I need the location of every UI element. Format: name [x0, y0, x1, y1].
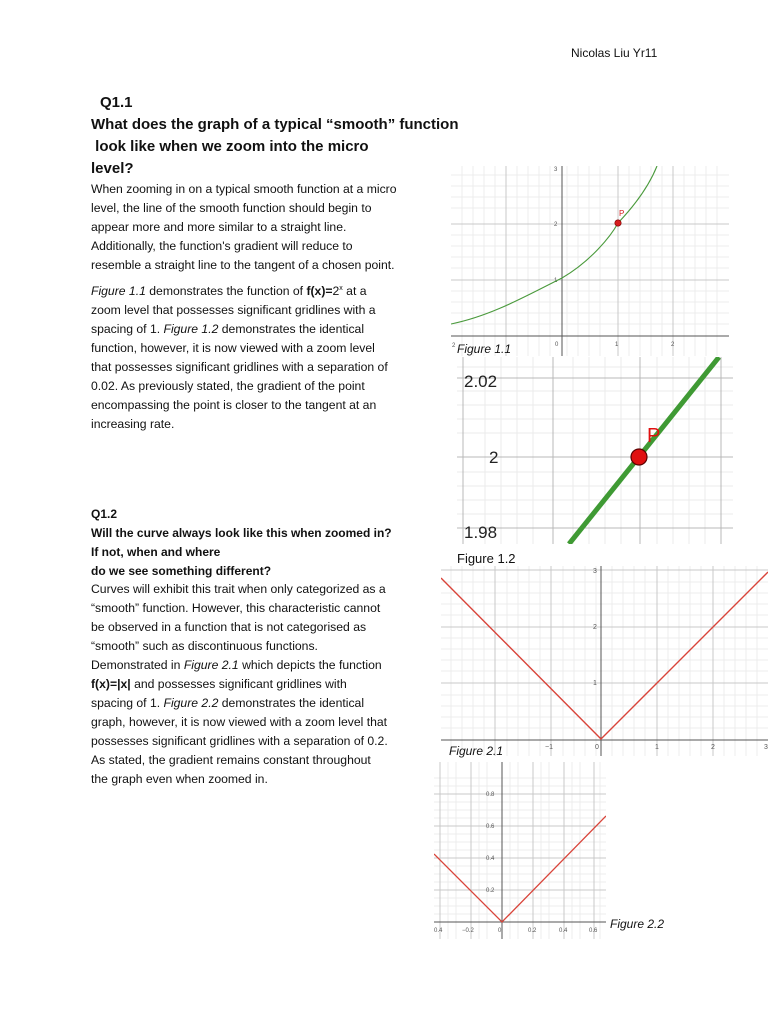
- text-span: demonstrates the function of: [145, 284, 307, 299]
- point-p: [631, 449, 647, 465]
- tick-label: −0.2: [462, 928, 474, 934]
- function-exponent: x: [339, 285, 343, 292]
- tick-label: 0.4: [434, 928, 443, 934]
- text-line: [91, 656, 441, 675]
- title-line: What does the graph of a typical “smooth” function: [91, 116, 459, 133]
- text-line: [91, 675, 441, 694]
- point-p-label: P: [619, 209, 625, 218]
- figure-1-1: [451, 166, 729, 356]
- function-base: 2: [332, 284, 340, 299]
- text-line: resemble a straight line to the tangent of a chosen point.: [91, 258, 395, 272]
- figure-2-1-caption: Figure 2.1: [449, 744, 504, 758]
- function-expression: f(x)=: [306, 284, 333, 299]
- question-1-1-title: [91, 114, 459, 180]
- text-span: demonstrates the identical: [218, 322, 365, 337]
- figure-2-1-graph: [441, 566, 768, 756]
- text-line: appear more and more similar to a straight line.: [91, 220, 347, 234]
- tick-label: 2: [452, 343, 456, 349]
- tick-label: 2: [671, 342, 675, 348]
- text-span: spacing of 1.: [91, 696, 164, 710]
- text-span: which depicts the function: [238, 658, 382, 672]
- figure-1-1-graph: [451, 166, 729, 356]
- function-abs: |x|: [117, 677, 131, 691]
- text-line: [91, 320, 441, 339]
- figure-1-1-caption: Figure 1.1: [457, 342, 512, 356]
- text-line: 0.02. As previously stated, the gradient of the point: [91, 379, 365, 394]
- tick-label: 0: [555, 342, 559, 348]
- author-name: Nicolas Liu Yr11: [571, 46, 658, 60]
- title-line: look like when we zoom into the micro: [91, 138, 369, 155]
- tick-label: 1: [554, 278, 558, 284]
- tick-label: 0.6: [486, 824, 495, 830]
- text-line: encompassing the point is closer to the tangent at an: [91, 398, 377, 413]
- text-line: zoom level that possesses significant gridlines with a: [91, 303, 376, 318]
- text-line: graph, however, it is now viewed with a zoom level that: [91, 715, 388, 729]
- text-line: As stated, the gradient remains constant throughout: [91, 753, 371, 767]
- text-line: be observed in a function that is not categorised as: [91, 620, 367, 634]
- q11-paragraph-1: [91, 180, 441, 275]
- figure-2-1: [441, 566, 768, 756]
- text-line: possesses significant gridlines with a separation of 0.2.: [91, 734, 388, 748]
- curve-2-power-x: [451, 166, 657, 324]
- tick-label: 0.6: [589, 928, 598, 934]
- tick-label: 3: [554, 167, 558, 173]
- text-line: level, the line of the smooth function should begin to: [91, 201, 372, 215]
- tick-label: 1: [615, 342, 619, 348]
- abs-function-line: [441, 572, 768, 739]
- tick-label: 3: [593, 568, 597, 575]
- question-1-1-id: Q1.1: [100, 94, 133, 111]
- figure-reference: Figure 2.2: [163, 696, 219, 710]
- tick-label: 1: [593, 680, 597, 687]
- point-p-label: P: [647, 425, 661, 447]
- figure-reference: Figure 1.2: [163, 322, 219, 337]
- figure-reference: Figure 1.1: [91, 284, 146, 299]
- tick-label: 2: [593, 624, 597, 631]
- text-line: “smooth” such as discontinuous functions.: [91, 639, 318, 653]
- tick-label: 0.4: [559, 928, 568, 934]
- title-line: Will the curve always look like this when zoomed in?: [91, 526, 392, 540]
- text-line: [91, 694, 441, 713]
- text-line: Curves will exhibit this trait when only categorized as a: [91, 582, 386, 596]
- tick-label: 0.2: [528, 928, 537, 934]
- tick-label: 3: [764, 744, 768, 751]
- question-1-2-id: Q1.2: [91, 507, 118, 521]
- tick-label: 2: [489, 448, 499, 467]
- figure-2-2-caption: Figure 2.2: [610, 917, 665, 931]
- text-line: the graph even when zoomed in.: [91, 772, 268, 786]
- text-line: Additionally, the function's gradient will reduce to: [91, 239, 353, 253]
- function-expression: f(x)=: [91, 677, 118, 691]
- tick-label: 1.98: [464, 523, 498, 542]
- text-line: When zooming in on a typical smooth function at a micro: [91, 182, 397, 196]
- tick-label: −1: [545, 744, 553, 751]
- figure-reference: Figure 2.1: [183, 658, 239, 672]
- figure-1-2-graph: [457, 357, 733, 544]
- text-line: function, however, it is now viewed with a zoom level: [91, 341, 375, 356]
- tick-label: 2: [554, 222, 558, 228]
- figure-2-2: [434, 762, 606, 939]
- point-p: [615, 220, 621, 226]
- title-line: level?: [91, 160, 134, 177]
- tick-label: 2.02: [464, 372, 498, 391]
- tick-label: 0.2: [486, 888, 495, 894]
- tick-label: 0: [498, 928, 502, 934]
- figure-1-2-caption: Figure 1.2: [457, 551, 516, 566]
- tick-label: 0.8: [486, 792, 495, 798]
- text-line: increasing rate.: [91, 417, 175, 432]
- text-line: “smooth” function. However, this characteristic cannot: [91, 601, 381, 615]
- title-line: do we see something different?: [91, 564, 272, 578]
- text-span: at a: [342, 284, 367, 299]
- text-span: Demonstrated in: [91, 658, 184, 672]
- text-span: demonstrates the identical: [218, 696, 365, 710]
- q11-paragraph-2: [91, 279, 441, 434]
- figure-2-2-graph: [434, 762, 606, 939]
- tick-label: 0: [595, 744, 599, 751]
- text-line: that possesses significant gridlines with a separation of: [91, 360, 388, 375]
- q12-paragraph: [91, 580, 441, 789]
- figure-1-2: [457, 357, 733, 544]
- text-line: [91, 279, 441, 301]
- text-span: spacing of 1.: [91, 322, 164, 337]
- tick-label: 1: [655, 744, 659, 751]
- question-1-2-title: [91, 524, 392, 581]
- tick-label: 0.4: [486, 856, 495, 862]
- tick-label: 2: [711, 744, 715, 751]
- title-line: If not, when and where: [91, 545, 221, 559]
- text-span: and possesses significant gridlines with: [130, 677, 347, 691]
